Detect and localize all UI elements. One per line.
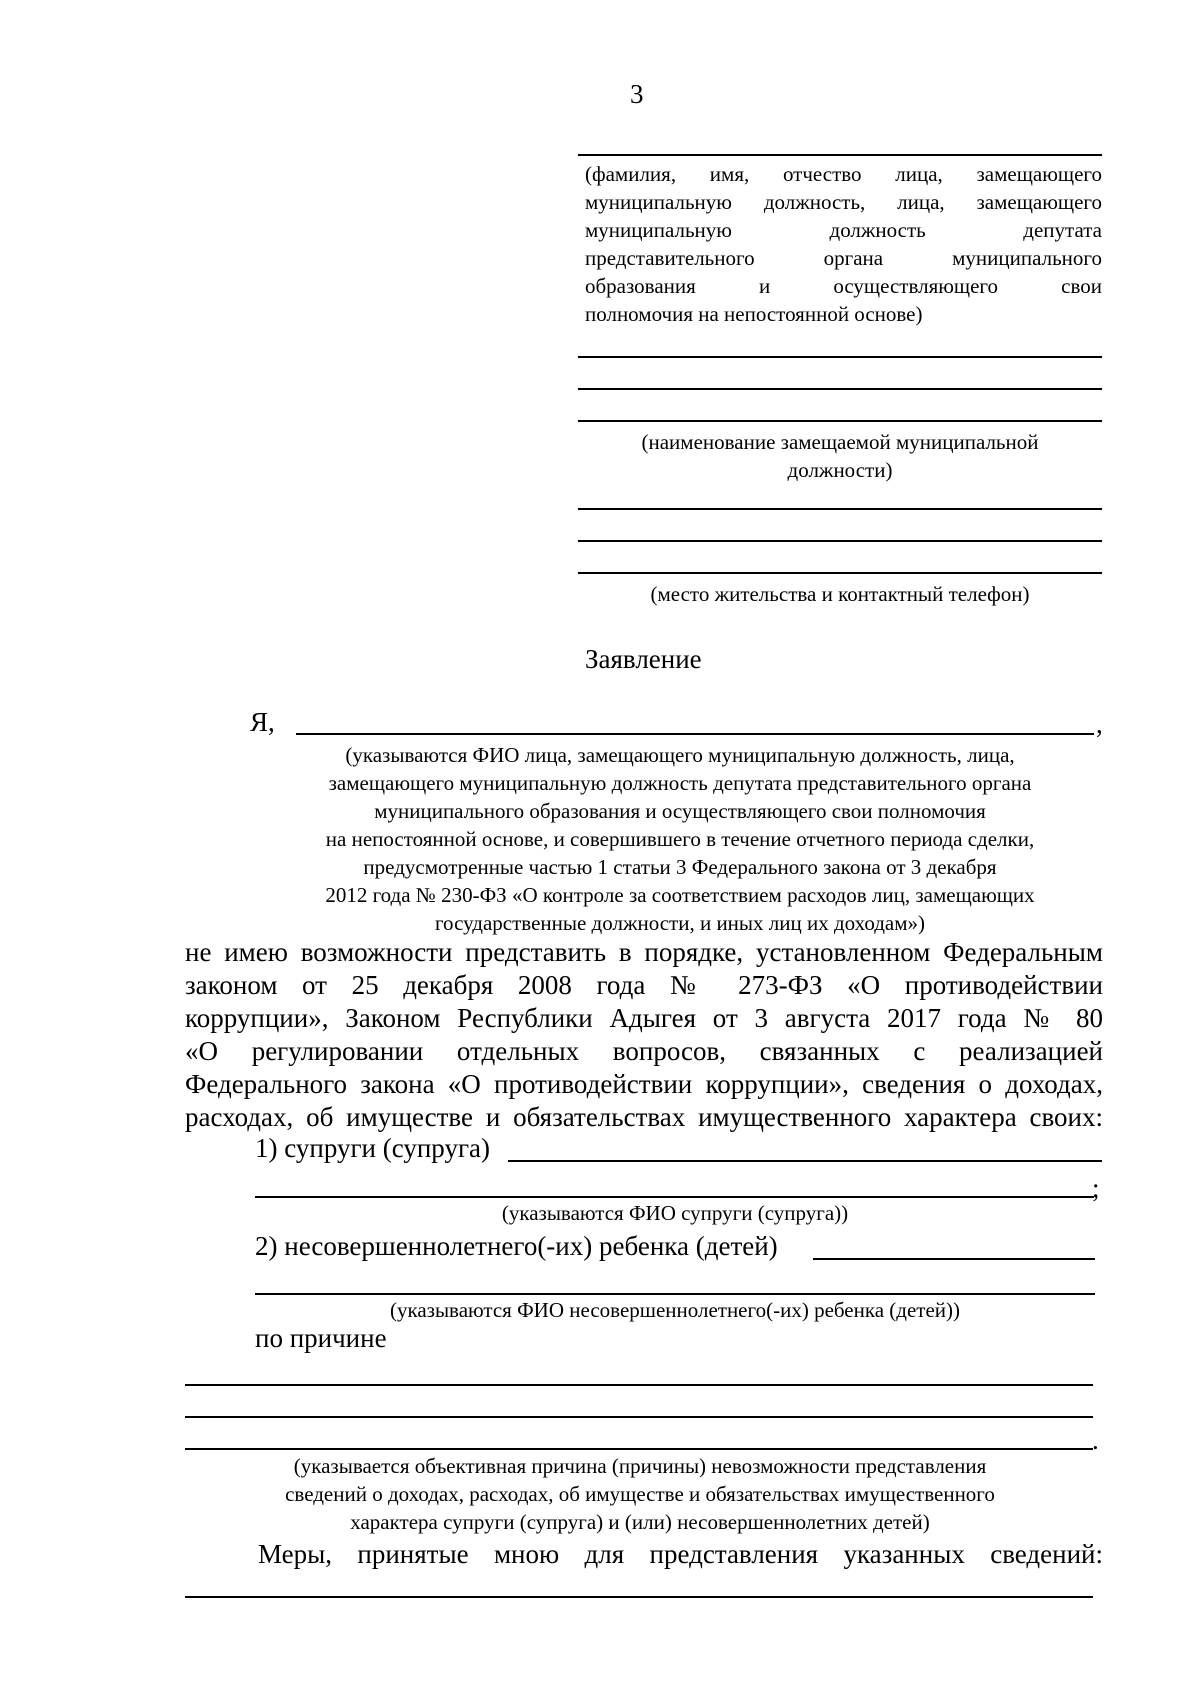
applicant-caption-line: государственные должности, и иных лиц их доходам») [434, 911, 926, 935]
body-line: законом от 25 декабря 2008 года № 273-ФЗ «О противодействии [185, 970, 1103, 1000]
reason-line-3[interactable] [185, 1448, 1093, 1450]
reason-caption-line: сведений о доходах, расходах, об имуществе и обязательствах имущественного [285, 1482, 995, 1506]
page-number: 3 [630, 79, 644, 109]
applicant-caption [250, 741, 1110, 937]
children-label: 2) несовершеннолетнего(-их) ребенка (детей) [255, 1231, 778, 1261]
applicant-prefix: Я, [250, 707, 275, 737]
fio-caption-line: полномочия на непостоянной основе) [585, 302, 923, 326]
position-caption-line: должности) [787, 458, 893, 482]
position-line-2[interactable] [578, 388, 1102, 390]
children-line-1[interactable] [813, 1258, 1095, 1260]
fio-caption-line: муниципальную должность, лица, замещающего [585, 190, 1102, 214]
spouse-label: 1) супруги (супруга) [255, 1133, 490, 1163]
applicant-caption-line: 2012 года № 230-ФЗ «О контроле за соответствием расходов лиц, замещающих [325, 883, 1035, 907]
spouse-line-1[interactable] [508, 1160, 1102, 1162]
position-caption [578, 428, 1102, 484]
spouse-end-mark: ; [1092, 1173, 1100, 1203]
applicant-caption-line: (указываются ФИО лица, замещающего муниципальную должность, лица, [345, 743, 1015, 767]
fio-caption-line: муниципальную должность депутата [585, 218, 1102, 242]
fio-caption-line: представительного органа муниципального [585, 246, 1102, 270]
body-line: коррупции», Законом Республики Адыгея от 3 августа 2017 года № 80 [185, 1003, 1103, 1033]
reason-caption [185, 1452, 1095, 1536]
applicant-caption-line: на непостоянной основе, и совершившего в течение отчетного периода сделки, [325, 827, 1035, 851]
body-paragraph [185, 936, 1103, 1134]
children-line-2[interactable] [255, 1293, 1095, 1295]
reason-line-1[interactable] [185, 1384, 1093, 1386]
residence-caption: (место жительства и контактный телефон) [650, 582, 1030, 606]
applicant-name-line[interactable] [296, 733, 1094, 735]
fio-caption [585, 160, 1102, 328]
fio-caption-line: образования и осуществляющего свои [585, 274, 1102, 298]
applicant-caption-line: муниципального образования и осуществляющего свои полномочия [374, 799, 986, 823]
position-caption-line: (наименование замещаемой муниципальной [641, 430, 1039, 454]
document-title: Заявление [585, 644, 702, 674]
reason-end-mark: . [1092, 1425, 1099, 1455]
body-line: «О регулировании отдельных вопросов, связанных с реализацией [185, 1036, 1103, 1066]
body-line: не имею возможности представить в порядке, установленном Федеральным [185, 937, 1103, 967]
residence-line-2[interactable] [578, 540, 1102, 542]
reason-caption-line: (указывается объективная причина (причины) невозможности представления [293, 1454, 987, 1478]
reason-caption-line: характера супруги (супруга) и (или) несовершеннолетних детей) [350, 1510, 930, 1534]
reason-line-2[interactable] [185, 1416, 1093, 1418]
body-line: расходах, об имуществе и обязательствах имущественного характера своих: [185, 1102, 1103, 1132]
measures-line[interactable] [185, 1596, 1093, 1598]
body-line: Федерального закона «О противодействии коррупции», сведения о доходах, [185, 1069, 1103, 1099]
spouse-line-2[interactable] [255, 1196, 1094, 1198]
fio-line[interactable] [578, 154, 1102, 156]
children-caption: (указываются ФИО несовершеннолетнего(-их) ребенка (детей)) [389, 1298, 961, 1322]
residence-line-1[interactable] [578, 508, 1102, 510]
fio-caption-line: (фамилия, имя, отчество лица, замещающего [585, 162, 1102, 186]
position-line-1[interactable] [578, 356, 1102, 358]
reason-label: по причине [255, 1323, 387, 1353]
measures-label: Меры, принятые мною для представления указанных сведений: [258, 1539, 1103, 1569]
position-line-3[interactable] [578, 420, 1102, 422]
applicant-caption-line: предусмотренные частью 1 статьи 3 Федерального закона от 3 декабря [363, 855, 997, 879]
applicant-suffix: , [1096, 709, 1103, 739]
residence-line-3[interactable] [578, 572, 1102, 574]
applicant-caption-line: замещающего муниципальную должность депутата представительного органа [328, 771, 1032, 795]
spouse-caption: (указываются ФИО супруги (супруга)) [501, 1201, 849, 1225]
